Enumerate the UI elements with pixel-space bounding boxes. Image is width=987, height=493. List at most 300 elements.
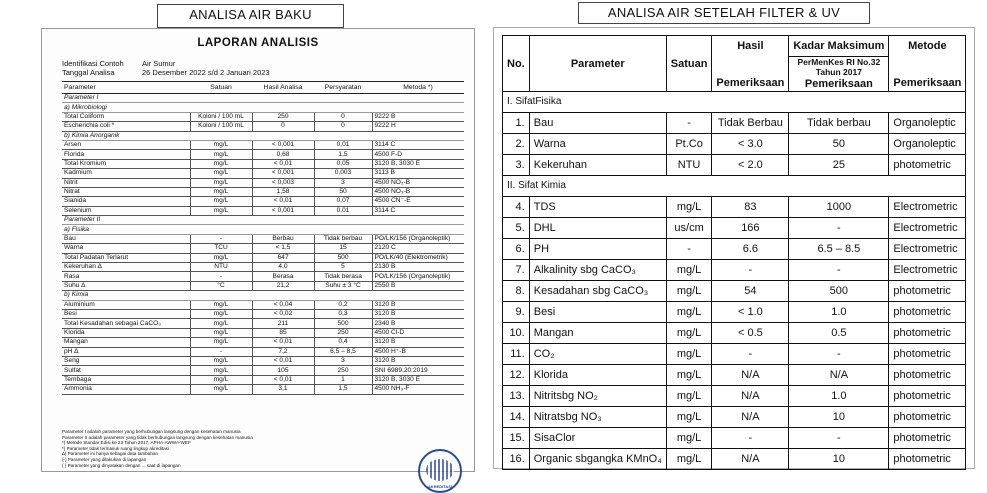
result-cell: - (712, 260, 789, 281)
table-row (62, 150, 464, 159)
table-cell: Bau (62, 234, 190, 243)
table-cell: Tidak berbau (314, 234, 372, 243)
table-cell: 0 (314, 112, 372, 121)
header-no: No. (503, 36, 530, 92)
max-level-cell: 500 (789, 281, 889, 302)
table-cell: 9222 B (372, 112, 464, 121)
unit-cell: mg/L (666, 449, 712, 470)
table-cell: 4,0 (252, 263, 314, 272)
unit-cell: mg/L (666, 407, 712, 428)
table-row (62, 281, 464, 290)
header-parameter: Parameter (529, 36, 666, 92)
table-cell: 0 (252, 122, 314, 131)
table-cell: SNI 6989.20:2019 (372, 366, 464, 375)
table-cell: Total Kromium (62, 159, 190, 168)
table-cell: Sulfat (62, 366, 190, 375)
table-cell: < 0,01 (252, 197, 314, 206)
table-cell: Total Coliform (62, 112, 190, 121)
result-cell: N/A (712, 386, 789, 407)
max-level-cell: 10 (789, 449, 889, 470)
table-cell: 250 (314, 328, 372, 337)
result-cell: 54 (712, 281, 789, 302)
table-cell: TCU (190, 244, 252, 253)
table-cell: Arsen (62, 140, 190, 149)
table-cell: Ammonia (62, 385, 190, 394)
table-cell: pH ∆ (62, 347, 190, 356)
table-row (62, 234, 464, 243)
table-cell: mg/L (190, 309, 252, 318)
table-cell: PO/LK/156 (Organoleptik) (372, 234, 464, 243)
result-cell: < 3.0 (712, 134, 789, 155)
table-cell: 21,2 (252, 281, 314, 290)
table-cell: 0,01 (314, 140, 372, 149)
unit-cell: mg/L (666, 323, 712, 344)
table-row (62, 187, 464, 196)
table-cell: mg/L (190, 366, 252, 375)
meta-label: Tanggal Analisa (62, 68, 115, 77)
method-cell: photometric (889, 302, 966, 323)
note-line: *) Parameter tidak termasuk ruang lingkup akreditasi (62, 445, 169, 451)
result-cell: 6.6 (712, 239, 789, 260)
table-cell: - (190, 234, 252, 243)
result-cell: < 0.5 (712, 323, 789, 344)
section-label: a) Mikrobiologi (62, 103, 464, 112)
unit-cell: mg/L (666, 281, 712, 302)
section-label: II. Sifat Kimia (503, 176, 966, 197)
row-number: 9. (503, 302, 530, 323)
table-cell: 1,5 (314, 385, 372, 394)
section-label: Parameter I (62, 94, 464, 103)
table-cell: 4500 NO₃-B (372, 187, 464, 196)
unit-cell: mg/L (666, 344, 712, 365)
report-notes (62, 429, 392, 468)
table-cell: 85 (252, 328, 314, 337)
table-cell: - (190, 347, 252, 356)
parameter-cell: CO₂ (529, 344, 666, 365)
table-row (62, 178, 464, 187)
result-cell: Tidak Berbau (712, 113, 789, 134)
table-cell: 2130 B (372, 263, 464, 272)
method-cell: photometric (889, 344, 966, 365)
table-cell: < 1,5 (252, 244, 314, 253)
table-cell: Berbau (252, 234, 314, 243)
table-cell: Total Kesadahan sebagai CaCO₃ (62, 319, 190, 328)
unit-cell: Pt.Co (666, 134, 712, 155)
raw-water-table (62, 81, 464, 395)
unit-cell: mg/L (666, 260, 712, 281)
table-cell: Koloni / 100 mL (190, 122, 252, 131)
table-cell: 3120 B (372, 356, 464, 365)
table-row (503, 449, 966, 470)
table-cell: 3120 B (372, 309, 464, 318)
table-cell: 3 (314, 178, 372, 187)
unit-cell: mg/L (666, 428, 712, 449)
table-cell: 1 (314, 375, 372, 384)
section-row (62, 94, 464, 103)
table-cell: mg/L (190, 338, 252, 347)
table-cell: Berasa (252, 272, 314, 281)
row-number: 13. (503, 386, 530, 407)
table-row (503, 260, 966, 281)
table-row (503, 155, 966, 176)
note-line: *) Metode Standar Edisi ke 23 Tahun 2017, APHA-AWWA-WEF (62, 440, 191, 446)
table-cell: Aluminium (62, 300, 190, 309)
table-cell: Mangan (62, 338, 190, 347)
parameter-cell: Bau (529, 113, 666, 134)
result-cell: < 2.0 (712, 155, 789, 176)
filtered-water-report (493, 27, 975, 469)
table-header-row (62, 82, 464, 94)
header-metode: Metode (889, 36, 966, 57)
row-number: 10. (503, 323, 530, 344)
max-level-cell: 50 (789, 134, 889, 155)
parameter-cell: Alkalinity sbg CaCO₃ (529, 260, 666, 281)
table-cell: mg/L (190, 375, 252, 384)
result-cell: - (712, 428, 789, 449)
table-row (62, 253, 464, 262)
max-level-cell: 0.5 (789, 323, 889, 344)
table-cell: 3120 B, 3030 E (372, 375, 464, 384)
table-cell: mg/L (190, 187, 252, 196)
meta-value: 26 Desember 2022 s/d 2 Januari 2023 (142, 68, 270, 77)
unit-cell: mg/L (666, 302, 712, 323)
method-cell: photometric (889, 407, 966, 428)
table-cell: mg/L (190, 197, 252, 206)
row-number: 14. (503, 407, 530, 428)
table-row (62, 366, 464, 375)
table-cell: 0,05 (314, 159, 372, 168)
max-level-cell: 6.5 – 8.5 (789, 239, 889, 260)
table-cell: < 0,02 (252, 309, 314, 318)
table-cell: Suhu ± 3 °C (314, 281, 372, 290)
max-level-cell: 10 (789, 407, 889, 428)
parameter-cell: Nitratsbg NO₃ (529, 407, 666, 428)
result-cell: N/A (712, 365, 789, 386)
accreditation-stamp (418, 449, 462, 493)
unit-cell: - (666, 239, 712, 260)
max-level-cell: - (789, 428, 889, 449)
unit-cell: - (666, 113, 712, 134)
table-cell: - (190, 272, 252, 281)
table-cell: < 0,01 (252, 159, 314, 168)
header-satuan: Satuan (666, 36, 712, 92)
method-cell: photometric (889, 281, 966, 302)
method-cell: Electrometric (889, 239, 966, 260)
row-number: 12. (503, 365, 530, 386)
parameter-cell: Nitritsbg NO₂ (529, 386, 666, 407)
raw-water-report (41, 28, 475, 489)
table-cell: mg/L (190, 169, 252, 178)
section-row (62, 131, 464, 140)
table-cell: 6,5 – 8,5 (314, 347, 372, 356)
table-cell: Sianida (62, 197, 190, 206)
table-cell: NTU (190, 263, 252, 272)
table-cell: 0 (314, 122, 372, 131)
table-cell: PO/LK/156 (Organoleptik) (372, 272, 464, 281)
globe-icon (426, 459, 454, 481)
table-row (503, 344, 966, 365)
table-row (62, 347, 464, 356)
table-cell: Tembaga (62, 375, 190, 384)
table-cell: mg/L (190, 178, 252, 187)
unit-cell: NTU (666, 155, 712, 176)
table-cell: 50 (314, 187, 372, 196)
table-cell: 0,3 (314, 309, 372, 318)
table-cell: Kadmium (62, 169, 190, 178)
section-row (503, 92, 966, 113)
table-cell: mg/L (190, 206, 252, 215)
table-cell: < 0,01 (252, 375, 314, 384)
method-cell: photometric (889, 386, 966, 407)
max-level-cell: - (789, 260, 889, 281)
max-level-cell: 1.0 (789, 302, 889, 323)
section-label: I. SifatFisika (503, 92, 966, 113)
table-cell: Nitrit (62, 178, 190, 187)
result-cell: < 1.0 (712, 302, 789, 323)
method-cell: photometric (889, 428, 966, 449)
note-line: ( ) Parameter yang dinyatakan dengan ... saat di lapangan (62, 462, 181, 468)
table-cell: mg/L (190, 385, 252, 394)
parameter-cell: Kesadahan sbg CaCO₃ (529, 281, 666, 302)
table-cell: mg/L (190, 356, 252, 365)
table-cell: mg/L (190, 159, 252, 168)
table-cell: 2340 B (372, 319, 464, 328)
note-line: (-) Parameter yang dilakukan di lapangan (62, 456, 147, 462)
table-cell: mg/L (190, 300, 252, 309)
table-cell: Rasa (62, 272, 190, 281)
max-level-cell: 1000 (789, 197, 889, 218)
table-cell: 211 (252, 319, 314, 328)
table-row (503, 281, 966, 302)
parameter-cell: Warna (529, 134, 666, 155)
table-cell: Warna (62, 244, 190, 253)
table-cell: 4500 F-D (372, 150, 464, 159)
filtered-water-table (502, 35, 966, 470)
table-row (62, 338, 464, 347)
method-cell: photometric (889, 449, 966, 470)
table-cell: 1,58 (252, 187, 314, 196)
row-number: 16. (503, 449, 530, 470)
section-label: a) Fisika (62, 225, 464, 234)
section-row (62, 103, 464, 112)
table-cell: < 0,001 (252, 169, 314, 178)
table-cell: 500 (314, 253, 372, 262)
row-number: 15. (503, 428, 530, 449)
table-cell: 4500 NH₃-F (372, 385, 464, 394)
table-cell: Seng (62, 356, 190, 365)
table-cell: mg/L (190, 140, 252, 149)
table-cell: 2550 B (372, 281, 464, 290)
table-cell: 1,5 (314, 150, 372, 159)
table-cell: 500 (314, 319, 372, 328)
table-row (503, 365, 966, 386)
parameter-cell: PH (529, 239, 666, 260)
table-row (503, 428, 966, 449)
table-cell: mg/L (190, 150, 252, 159)
row-number: 3. (503, 155, 530, 176)
table-cell: 0,01 (314, 206, 372, 215)
table-cell: 3120 B (372, 300, 464, 309)
result-cell: 83 (712, 197, 789, 218)
table-cell: 5 (314, 263, 372, 272)
unit-cell: mg/L (666, 386, 712, 407)
note-line: Parameter II adalah parameter yang tidak berhubungan langsung dengan kesehatan manusia (62, 434, 253, 440)
parameter-cell: Klorida (529, 365, 666, 386)
table-row (62, 206, 464, 215)
kadar-year: Tahun 2017 (815, 67, 862, 77)
table-cell: Escherichia coli * (62, 122, 190, 131)
table-row (503, 197, 966, 218)
table-cell: < 0,04 (252, 300, 314, 309)
table-cell: mg/L (190, 319, 252, 328)
column-header: Persyaratan (314, 82, 372, 94)
row-number: 2. (503, 134, 530, 155)
table-row (62, 375, 464, 384)
table-cell: < 0,001 (252, 140, 314, 149)
header-hasil: Hasil (712, 36, 789, 57)
table-cell: 7,2 (252, 347, 314, 356)
table-row (62, 112, 464, 121)
table-row (62, 122, 464, 131)
row-number: 1. (503, 113, 530, 134)
row-number: 8. (503, 281, 530, 302)
table-cell: 0,4 (314, 338, 372, 347)
kadar-pemeriksaan: Pemeriksaan (804, 78, 873, 90)
header-kadar: Kadar Maksimum (789, 36, 889, 57)
table-row (503, 218, 966, 239)
report-title: LAPORAN ANALISIS (197, 37, 319, 49)
caption-right: ANALISA AIR SETELAH FILTER & UV (578, 2, 870, 24)
table-row (62, 356, 464, 365)
parameter-cell: TDS (529, 197, 666, 218)
table-cell: 105 (252, 366, 314, 375)
table-row (62, 319, 464, 328)
section-label: Parameter II (62, 216, 464, 225)
stamp-label: AKREDITASI (427, 484, 453, 489)
table-cell: 647 (252, 253, 314, 262)
caption-left: ANALISA AIR BAKU (157, 4, 344, 28)
section-row (62, 291, 464, 300)
table-row (62, 244, 464, 253)
table-cell: 3,1 (252, 385, 314, 394)
table-row (503, 239, 966, 260)
parameter-cell: Organic sbgangka KMnO₄ (529, 449, 666, 470)
section-label: b) Kimia (62, 291, 464, 300)
table-cell: 4500 CN⁻-E (372, 197, 464, 206)
row-number: 4. (503, 197, 530, 218)
table-cell: < 0,01 (252, 356, 314, 365)
table-cell: Selenium (62, 206, 190, 215)
table-cell: mg/L (190, 253, 252, 262)
max-level-cell: - (789, 218, 889, 239)
table-row (62, 385, 464, 394)
table-cell: 4500 NO₂-B (372, 178, 464, 187)
table-cell: 3120 B, 3030 E (372, 159, 464, 168)
table-row (503, 386, 966, 407)
table-row (62, 309, 464, 318)
result-cell: 166 (712, 218, 789, 239)
column-header: Parameter (62, 82, 190, 94)
column-header: Metoda *) (372, 82, 464, 94)
table-row (503, 323, 966, 344)
table-row (503, 407, 966, 428)
note-line: ∆) Parameter ini hanya sebagai data tambahan (62, 451, 159, 457)
parameter-cell: DHL (529, 218, 666, 239)
parameter-cell: Mangan (529, 323, 666, 344)
section-row (62, 225, 464, 234)
table-row (62, 169, 464, 178)
table-cell: 250 (252, 112, 314, 121)
method-cell: Organoleptic (889, 113, 966, 134)
method-cell: Electrometric (889, 218, 966, 239)
table-cell: Koloni / 100 mL (190, 112, 252, 121)
column-header: Hasil Analisa (252, 82, 314, 94)
parameter-cell: SisaClor (529, 428, 666, 449)
table-cell: °C (190, 281, 252, 290)
max-level-cell: 25 (789, 155, 889, 176)
kadar-regulation: PerMenKes RI No.32 (797, 57, 881, 67)
table-cell: 0,003 (314, 169, 372, 178)
table-cell: 3120 B (372, 338, 464, 347)
table-cell: < 0,001 (252, 206, 314, 215)
section-row (503, 176, 966, 197)
table-cell: Florida (62, 150, 190, 159)
meta-row (62, 59, 175, 68)
table-cell: 0,68 (252, 150, 314, 159)
max-level-cell: 1.0 (789, 386, 889, 407)
method-cell: photometric (889, 155, 966, 176)
table-cell: Total Padatan Terlarut (62, 253, 190, 262)
result-cell: N/A (712, 449, 789, 470)
section-row (62, 216, 464, 225)
table-cell: Tidak berasa (314, 272, 372, 281)
table-row (503, 134, 966, 155)
row-number: 11. (503, 344, 530, 365)
table-cell: 15 (314, 244, 372, 253)
table-row (62, 140, 464, 149)
table-cell: 9222 H (372, 122, 464, 131)
meta-value: Air Sumur (142, 59, 176, 68)
table-cell: 3113 B (372, 169, 464, 178)
header-metode-sub: Pemeriksaan (889, 57, 966, 92)
table-row (503, 302, 966, 323)
table-cell: 0,07 (314, 197, 372, 206)
method-cell: photometric (889, 365, 966, 386)
table-row (62, 159, 464, 168)
result-cell: - (712, 344, 789, 365)
section-label: b) Kimia Anorganik (62, 131, 464, 140)
note-line: Parameter I adalah parameter yang berhubungan langsung dengan kesehatan manusia (62, 429, 241, 434)
unit-cell: mg/L (666, 197, 712, 218)
table-row (62, 328, 464, 337)
table-cell: Klorida (62, 328, 190, 337)
header-kadar-sub (789, 57, 889, 92)
method-cell: photometric (889, 323, 966, 344)
table-cell: Suhu ∆ (62, 281, 190, 290)
parameter-cell: Kekeruhan (529, 155, 666, 176)
column-header: Satuan (190, 82, 252, 94)
max-level-cell: - (789, 344, 889, 365)
table-row (62, 263, 464, 272)
table-cell: 3114 C (372, 206, 464, 215)
table-cell: < 0,003 (252, 178, 314, 187)
table-cell: 2120 C (372, 244, 464, 253)
result-cell: N/A (712, 407, 789, 428)
table-cell: mg/L (190, 328, 252, 337)
table-cell: PO/LK/40 (Elektrometrik) (372, 253, 464, 262)
parameter-cell: Besi (529, 302, 666, 323)
table-row (62, 197, 464, 206)
